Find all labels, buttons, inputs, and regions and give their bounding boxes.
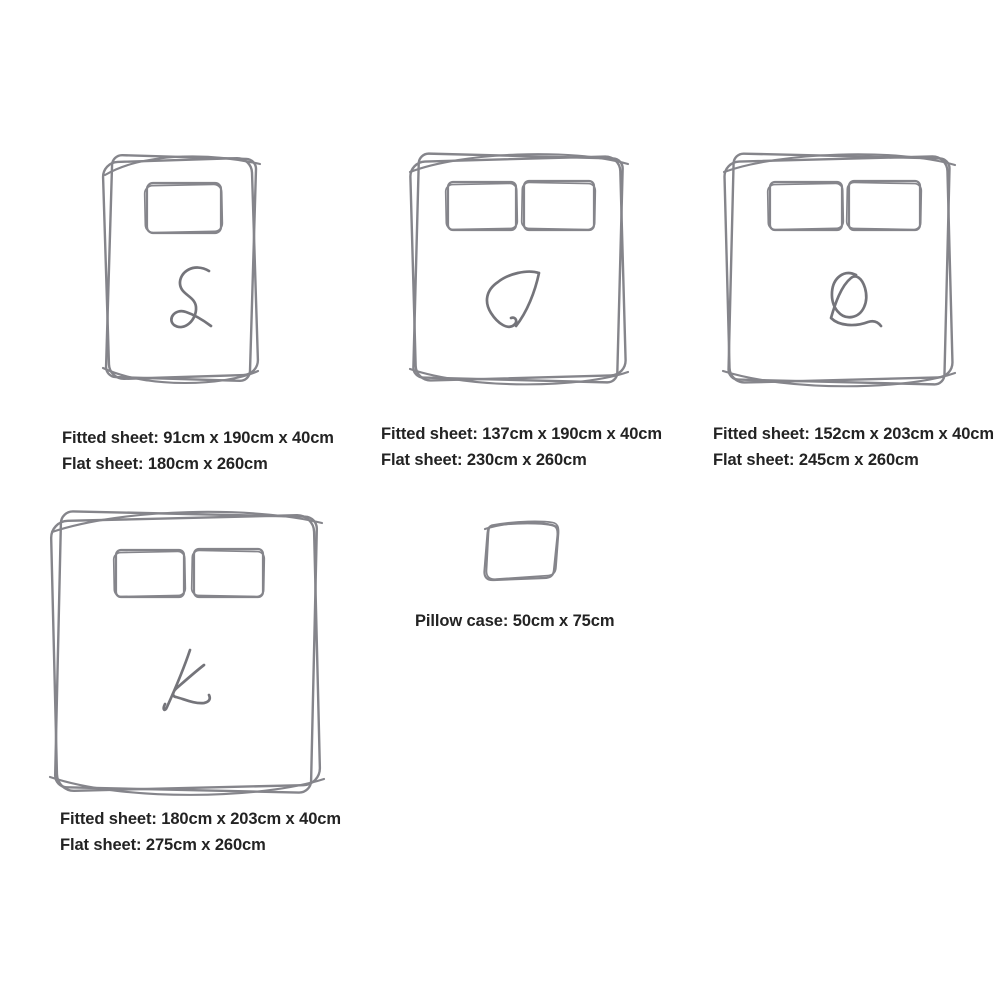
mattress-outline-echo <box>103 158 259 380</box>
pillow-left-echo <box>114 551 186 596</box>
mattress-outline <box>728 153 949 384</box>
pillow-left-outline <box>448 182 516 230</box>
pillow-right-echo <box>522 182 596 229</box>
single-fitted-sheet-size: Fitted sheet: 91cm x 190cm x 40cm <box>62 429 334 447</box>
pillow-case-size-label <box>415 608 614 634</box>
queen-size-label <box>713 421 994 473</box>
sketch-top-stroke <box>485 523 557 529</box>
pillow-left-echo <box>446 183 518 229</box>
queen-bed-illustration <box>713 142 963 398</box>
single-flat-sheet-size: Flat sheet: 180cm x 260cm <box>62 455 268 473</box>
pillow-case-outline-echo <box>485 521 560 580</box>
queen-bed-letter <box>831 273 881 326</box>
pillow-right-echo <box>192 550 265 596</box>
pillow-outline <box>147 183 221 233</box>
mattress-outline <box>55 511 317 793</box>
double-bed-figure <box>400 142 636 396</box>
single-bed-illustration <box>95 143 267 395</box>
pillow-right-echo <box>847 182 922 229</box>
pillow-left-outline <box>116 550 184 597</box>
double-bed-illustration <box>400 142 636 396</box>
pillow-case-figure <box>472 512 566 590</box>
queen-bed-figure <box>713 142 963 398</box>
mattress-outline-echo <box>51 515 321 791</box>
double-bed-letter <box>487 272 539 327</box>
king-flat-sheet-size: Flat sheet: 275cm x 260cm <box>60 836 266 854</box>
pillow-case-size: Pillow case: 50cm x 75cm <box>415 612 615 630</box>
pillow-case-illustration <box>472 512 566 590</box>
king-size-label <box>60 806 341 858</box>
pillow-left-outline <box>770 182 842 230</box>
single-bed-figure <box>95 143 267 395</box>
queen-flat-sheet-size: Flat sheet: 245cm x 260cm <box>713 451 919 469</box>
double-size-label <box>381 421 662 473</box>
king-bed-illustration <box>40 498 332 806</box>
mattress-outline <box>413 153 623 382</box>
mattress-outline <box>106 155 257 381</box>
pillow-right-outline <box>524 181 594 230</box>
double-fitted-sheet-size: Fitted sheet: 137cm x 190cm x 40cm <box>381 425 662 443</box>
pillow-outline-echo <box>145 184 223 233</box>
mattress-outline-echo <box>724 156 953 383</box>
pillow-left-echo <box>768 183 844 229</box>
pillow-right-outline <box>849 181 920 230</box>
single-bed-letter <box>171 268 211 328</box>
pillow-case-outline <box>484 523 557 580</box>
queen-fitted-sheet-size: Fitted sheet: 152cm x 203cm x 40cm <box>713 425 994 443</box>
king-fitted-sheet-size: Fitted sheet: 180cm x 203cm x 40cm <box>60 810 341 828</box>
king-bed-figure <box>40 498 332 806</box>
king-bed-letter <box>164 650 210 710</box>
pillow-right-outline <box>194 549 263 597</box>
double-flat-sheet-size: Flat sheet: 230cm x 260cm <box>381 451 587 469</box>
single-size-label <box>62 425 334 477</box>
